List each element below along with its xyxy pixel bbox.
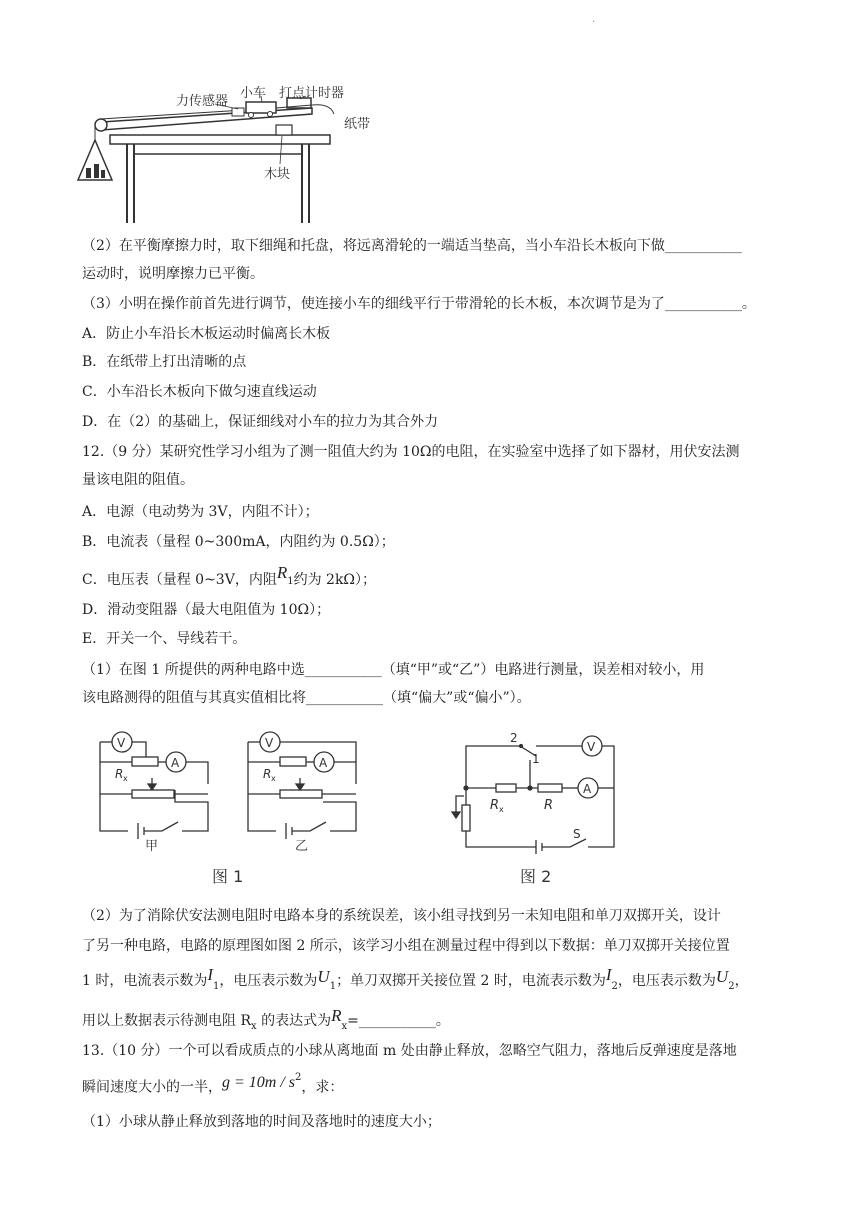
figure-2-circuit <box>440 726 630 891</box>
svg-text:R: R <box>115 767 124 781</box>
svg-text:S: S <box>573 827 581 841</box>
figure-1-caption: 图 1 <box>212 867 244 886</box>
table-top <box>110 135 330 144</box>
svg-text:x: x <box>499 805 504 814</box>
q11-option-d: D．在（2）的基础上，保证细线对小车的拉力为其合外力 <box>82 414 439 430</box>
q11-part2-line2: 运动时，说明摩擦力已平衡。 <box>82 266 264 282</box>
q11-option-c: C．小车沿长木板向下做匀速直线运动 <box>82 384 317 400</box>
q12-part2-line4: 用以上数据表示待测电阻 $R_x$ 的表达式为$R_x=\_\_\_\_\_\_\_\_\_\_\_$。 <box>82 1006 450 1032</box>
svg-text:x: x <box>123 774 128 783</box>
q12-part2-line1: （2）为了消除伏安法测电阻时电路本身的系统误差，该小组寻找到另一未知电阻和单刀双掷开关，设计 <box>82 908 721 924</box>
q12-stem-line2: 量该电阻的阻值。 <box>82 472 194 488</box>
svg-text:A: A <box>583 782 592 796</box>
svg-text:2: 2 <box>510 731 518 745</box>
label-tape: 纸带 <box>344 117 371 132</box>
svg-text:A: A <box>319 756 328 770</box>
label-cart: 小车 <box>240 86 267 101</box>
q12-stem-line1: 12.（9 分）某研究性学习小组为了测一阻值大约为 10Ω的电阻，在实验室中选择了如下器材，用伏安法测 <box>82 444 740 460</box>
label-block: 木块 <box>264 167 291 182</box>
q12-item-e: E．开关一个、导线若干。 <box>82 631 247 647</box>
wood-block <box>276 125 292 135</box>
figure-1-circuits <box>90 726 360 891</box>
q12-item-d: D．滑动变阻器（最大电阻值为 10Ω）； <box>82 602 331 618</box>
page-dot: . <box>592 14 596 25</box>
cart <box>246 102 276 113</box>
svg-text:R: R <box>490 798 500 813</box>
label-yi: 乙 <box>295 839 309 854</box>
q12-part1-line2: 该电路测得的阻值与其真实值相比将___________（填“偏大”或“偏小”）。 <box>82 690 531 706</box>
label-jia: 甲 <box>145 839 159 854</box>
q12-part2-line3: 1 时，电流表示数为$I_1$，电压表示数为$U_1$；单刀双掷开关接位置 2 时，电流表示数为$I_2$，电压表示数为$U_2$， <box>82 965 749 992</box>
q11-part3: （3）小明在操作前首先进行调节，使连接小车的细线平行于带滑轮的长木板，本次调节是为了___________。 <box>82 296 756 312</box>
pulley <box>95 119 107 131</box>
q12-item-c: C．电压表（量程 0~3V，内阻$R_1$约为 2kΩ）； <box>82 563 377 588</box>
q12-part2-line2: 了另一种电路，电路的原理图如图 2 所示，该学习小组在测量过程中得到以下数据：单刀双掷开关接位置 <box>82 938 730 954</box>
q11-option-a: A．防止小车沿长木板运动时偏离长木板 <box>82 326 331 342</box>
svg-text:1: 1 <box>532 752 540 766</box>
svg-text:R: R <box>263 767 272 781</box>
q11-part2-line1: （2）在平衡摩擦力时，取下细绳和托盘，将远离滑轮的一端适当垫高，当小车沿长木板向下做___________ <box>82 238 742 254</box>
force-sensor <box>232 108 244 116</box>
svg-text:V: V <box>117 736 126 750</box>
svg-text:V: V <box>587 740 596 754</box>
q11-option-b: B．在纸带上打出清晰的点 <box>82 354 247 370</box>
svg-text:V: V <box>265 736 274 750</box>
label-timer: 打点计时器 <box>279 86 345 101</box>
figure-2-caption: 图 2 <box>520 867 552 886</box>
q13-stem-line2: 瞬间速度大小的一半，$g = 10m / s^2$，求： <box>82 1072 344 1096</box>
label-force-sensor: 力传感器 <box>176 94 229 109</box>
svg-text:A: A <box>171 756 180 770</box>
q12-item-a: A．电源（电动势为 3V，内阻不计）； <box>82 504 319 520</box>
q12-item-b: B．电流表（量程 0~300mA，内阻约为 0.5Ω）； <box>82 534 395 550</box>
apparatus-figure <box>72 78 372 228</box>
q13-part1: （1）小球从静止释放到落地的时间及落地时的速度大小； <box>82 1114 441 1130</box>
svg-text:x: x <box>271 774 276 783</box>
svg-text:R: R <box>544 798 554 813</box>
q13-stem-line1: 13.（10 分）一个可以看成质点的小球从离地面 m 处由静止释放，忽略空气阻力，落地后反弹速度是落地 <box>82 1043 737 1059</box>
q12-part1-line1: （1）在图 1 所提供的两种电路中选___________（填“甲”或“乙”）电路进行测量，误差相对较小，用 <box>82 662 705 678</box>
